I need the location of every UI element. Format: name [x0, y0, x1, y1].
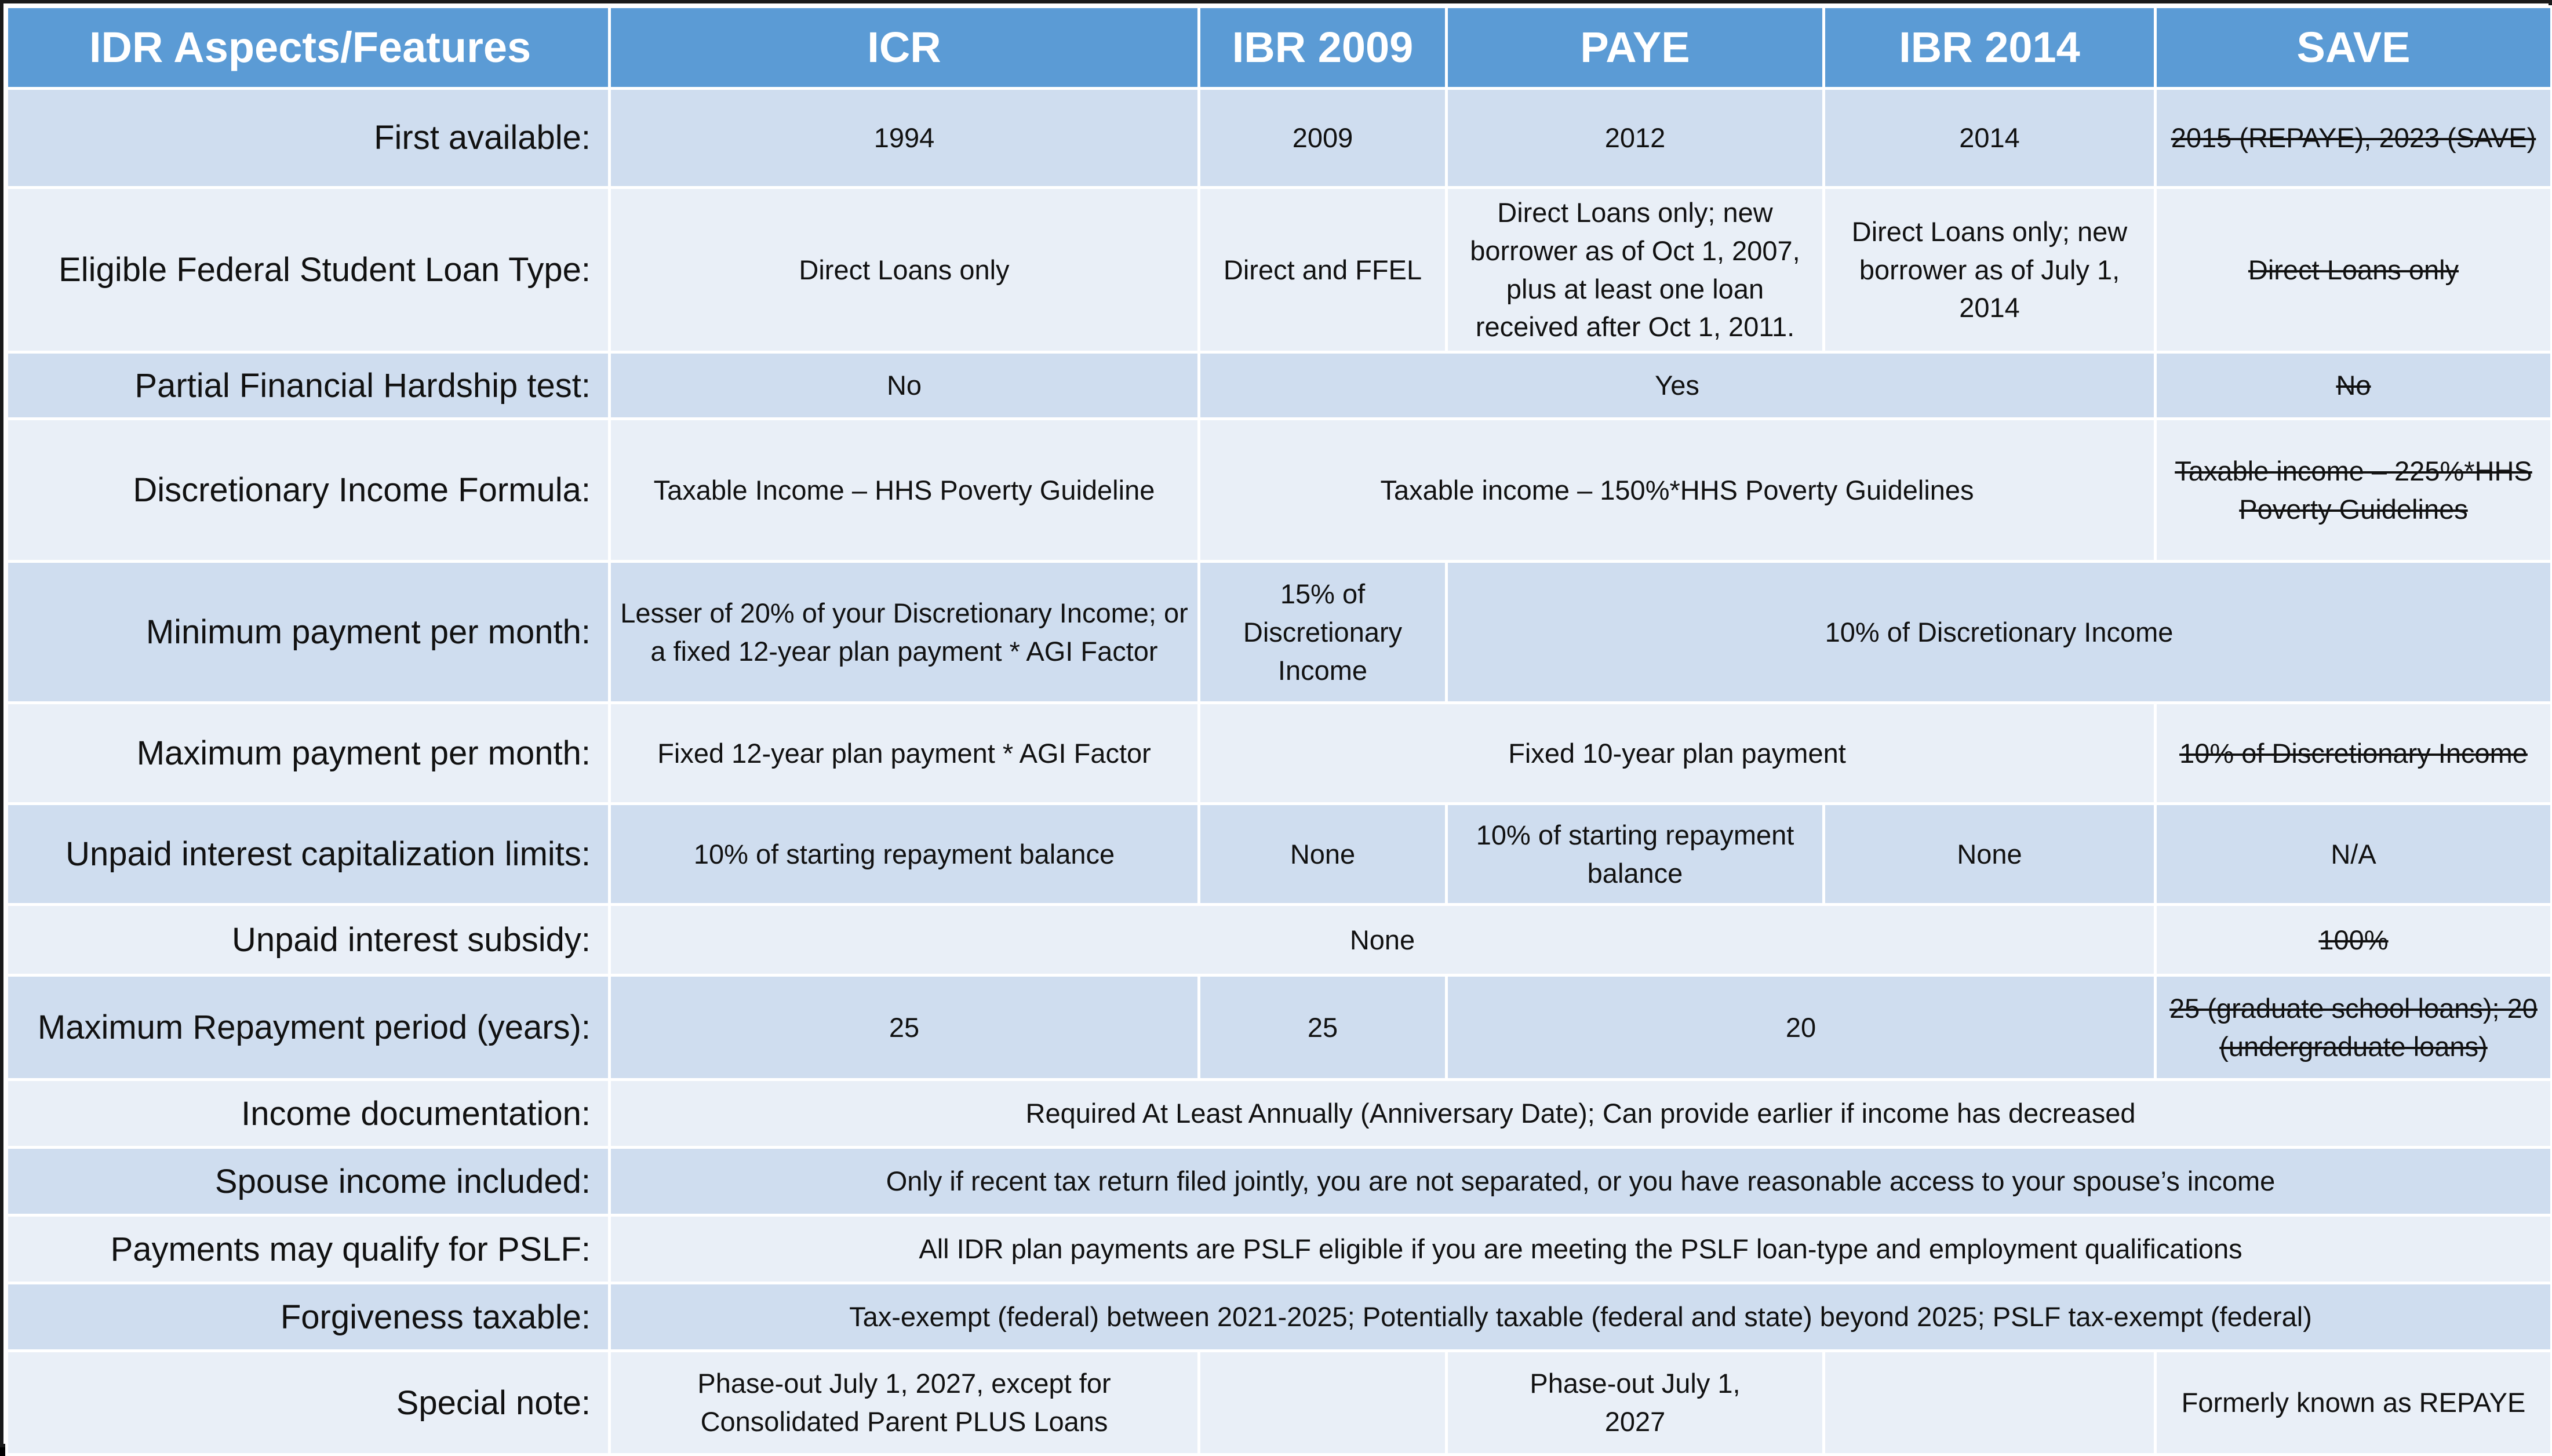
cell-save: Taxable income – 225%*HHS Poverty Guidelines — [2156, 419, 2552, 562]
row-repay-period — [7, 975, 2552, 1080]
cell-save: 2015 (REPAYE), 2023 (SAVE) — [2156, 89, 2552, 188]
row-label: Discretionary Income Formula: — [7, 419, 610, 562]
cell-ibr-2009: 25 — [1199, 975, 1447, 1080]
row-hardship — [7, 352, 2552, 419]
cell-ibr-2009: Direct and FFEL — [1199, 188, 1447, 352]
cell-ibr-2009 — [1199, 1351, 1447, 1455]
row-special — [7, 1351, 2552, 1455]
cell-icr: Taxable Income – HHS Poverty Guideline — [610, 419, 1199, 562]
row-label: Unpaid interest capitalization limits: — [7, 804, 610, 905]
cell-all-plans: All IDR plan payments are PSLF eligible if you are meeting the PSLF loan-type and employment qualifications — [610, 1215, 2552, 1283]
cell-save: Formerly known as REPAYE — [2156, 1351, 2552, 1455]
row-income-doc — [7, 1080, 2552, 1148]
cell-icr: Phase-out July 1, 2027, except for Consolidated Parent PLUS Loans — [610, 1351, 1199, 1455]
row-label: Special note: — [7, 1351, 610, 1455]
cell-ibr-2009: None — [1199, 804, 1447, 905]
cell-save: No — [2156, 352, 2552, 419]
row-loan-type — [7, 188, 2552, 352]
header-aspects: IDR Aspects/Features — [7, 7, 610, 89]
cell-all-plans: Required At Least Annually (Anniversary Date); Can provide earlier if income has decreased — [610, 1080, 2552, 1148]
header-paye: PAYE — [1447, 7, 1824, 89]
cell-icr: Direct Loans only — [610, 188, 1199, 352]
header-icr: ICR — [610, 7, 1199, 89]
row-label: Payments may qualify for PSLF: — [7, 1215, 610, 1283]
cell-icr: Fixed 12-year plan payment * AGI Factor — [610, 703, 1199, 804]
cell-all-plans: Tax-exempt (federal) between 2021-2025; Potentially taxable (federal and state) beyond 2025; PSLF tax-exempt (federal) — [610, 1283, 2552, 1351]
cell-paye: 2012 — [1447, 89, 1824, 188]
row-discretionary — [7, 419, 2552, 562]
cell-ibr-2009: 2009 — [1199, 89, 1447, 188]
row-label: Eligible Federal Student Loan Type: — [7, 188, 610, 352]
cell-save: 10% of Discretionary Income — [2156, 703, 2552, 804]
row-taxable — [7, 1283, 2552, 1351]
row-label: First available: — [7, 89, 610, 188]
cell-icr: 10% of starting repayment balance — [610, 804, 1199, 905]
cell-ibr-2014: None — [1824, 804, 2156, 905]
row-label: Unpaid interest subsidy: — [7, 905, 610, 975]
cell-paye-ibr-2014: 20 — [1447, 975, 2156, 1080]
cell-ibr-paye-ibr: Taxable income – 150%*HHS Poverty Guidelines — [1199, 419, 2156, 562]
cell-paye: Phase-out July 1, 2027 — [1447, 1351, 1824, 1455]
row-min-payment — [7, 562, 2552, 703]
cell-icr: Lesser of 20% of your Discretionary Income; or a fixed 12-year plan payment * AGI Factor — [610, 562, 1199, 703]
row-first-available — [7, 89, 2552, 188]
header-row — [7, 7, 2552, 89]
row-label: Partial Financial Hardship test: — [7, 352, 610, 419]
cell-paye: Direct Loans only; new borrower as of Oct 1, 2007, plus at least one loan received after Oct 1, 2011. — [1447, 188, 1824, 352]
cell-icr: 1994 — [610, 89, 1199, 188]
row-cap-limits — [7, 804, 2552, 905]
header-ibr-2014: IBR 2014 — [1824, 7, 2156, 89]
cell-icr: No — [610, 352, 1199, 419]
row-subsidy — [7, 905, 2552, 975]
cell-icr-through-ibr-2014: None — [610, 905, 2156, 975]
cell-paye: 10% of starting repayment balance — [1447, 804, 1824, 905]
row-pslf — [7, 1215, 2552, 1283]
cell-save: 100% — [2156, 905, 2552, 975]
row-label: Maximum payment per month: — [7, 703, 610, 804]
cell-all-plans: Only if recent tax return filed jointly, you are not separated, or you have reasonable access to your spouse’s income — [610, 1148, 2552, 1215]
cell-icr: 25 — [610, 975, 1199, 1080]
row-label: Income documentation: — [7, 1080, 610, 1148]
row-label: Forgiveness taxable: — [7, 1283, 610, 1351]
cell-save: Direct Loans only — [2156, 188, 2552, 352]
cell-ibr-2014: 2014 — [1824, 89, 2156, 188]
cell-save: 25 (graduate school loans); 20 (undergraduate loans) — [2156, 975, 2552, 1080]
row-max-payment — [7, 703, 2552, 804]
cell-save: N/A — [2156, 804, 2552, 905]
cell-paye-ibr-save: 10% of Discretionary Income — [1447, 562, 2552, 703]
row-spouse — [7, 1148, 2552, 1215]
cell-ibr-paye-ibr: Yes — [1199, 352, 2156, 419]
header-save: SAVE — [2156, 7, 2552, 89]
header-ibr-2009: IBR 2009 — [1199, 7, 1447, 89]
row-label: Minimum payment per month: — [7, 562, 610, 703]
row-label: Spouse income included: — [7, 1148, 610, 1215]
cell-ibr-paye-ibr: Fixed 10-year plan payment — [1199, 703, 2156, 804]
cell-ibr-2009: 15% of Discretionary Income — [1199, 562, 1447, 703]
row-label: Maximum Repayment period (years): — [7, 975, 610, 1080]
cell-ibr-2014: Direct Loans only; new borrower as of July 1, 2014 — [1824, 188, 2156, 352]
cell-ibr-2014 — [1824, 1351, 2156, 1455]
idr-comparison-table — [5, 5, 2552, 1456]
